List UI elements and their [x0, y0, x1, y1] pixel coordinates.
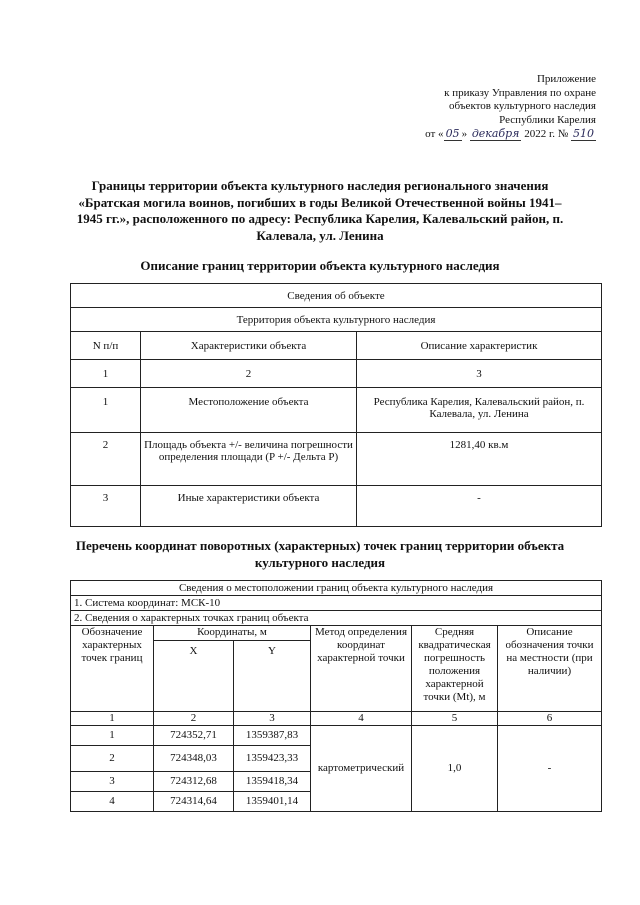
point-y: 1359387,83 [234, 726, 311, 746]
object-info-table [70, 283, 602, 527]
point-x: 724312,68 [154, 772, 234, 792]
col-error: Средняя квадратическая погрешность положения характерной точки (Mt), м [412, 626, 498, 712]
method-value: картометрический [311, 726, 412, 812]
point-y: 1359423,33 [234, 746, 311, 772]
point-y: 1359418,34 [234, 772, 311, 792]
col-designation: Обозначение характерных точек границ [71, 626, 154, 712]
row-characteristic: Площадь объекта +/- величина погрешности определения площади (P +/- Дельта P) [141, 433, 357, 486]
table2-idx: 2 [154, 712, 234, 726]
order-date-line [425, 127, 596, 142]
table1-idx: 3 [357, 360, 602, 388]
table1-idx: 2 [141, 360, 357, 388]
annex-line-2: к приказу Управления по охране [444, 86, 596, 99]
table2-idx: 1 [71, 712, 154, 726]
point-y: 1359401,14 [234, 792, 311, 812]
point-number: 2 [71, 746, 154, 772]
point-number: 3 [71, 772, 154, 792]
table1-idx: 1 [71, 360, 141, 388]
row-characteristic: Местоположение объекта [141, 388, 357, 433]
coordinates-table [70, 580, 602, 812]
handwritten-order-number: 510 [573, 127, 594, 140]
table2-header: Сведения о местоположении границ объекта культурного наследия [71, 581, 602, 596]
col-x: X [154, 641, 234, 712]
points-info: 2. Сведения о характерных точках границ объекта [71, 611, 602, 626]
section1-title: Описание границ территории объекта культурного наследия [140, 258, 500, 273]
table-row [71, 388, 602, 433]
table1-header-object: Сведения об объекте [71, 284, 602, 308]
table-row [71, 486, 602, 527]
date-year: 2022 г. № [521, 128, 571, 140]
point-number: 1 [71, 726, 154, 746]
table-row [71, 726, 602, 746]
table2-idx: 4 [311, 712, 412, 726]
document-title: Границы территории объекта культурного наследия регионального значения «Братская могила воинов, погибших в годы Великой Отечественной войны 1941–1945 гг.», расположенного по адресу: Республика Карелия, Калевальский район, п. Калевала, ул. Ленина [76, 178, 564, 243]
date-prefix: от « [425, 128, 444, 140]
row-number: 3 [71, 486, 141, 527]
row-characteristic: Иные характеристики объекта [141, 486, 357, 527]
point-x: 724314,64 [154, 792, 234, 812]
row-description: - [357, 486, 602, 527]
error-value: 1,0 [412, 726, 498, 812]
table2-idx: 3 [234, 712, 311, 726]
handwritten-day: 05 [445, 127, 460, 140]
col-coordinates: Координаты, м [154, 626, 311, 641]
annex-line-1: Приложение [536, 73, 596, 85]
annex-line-4: Республики Карелия [499, 113, 596, 126]
annex-line-3: объектов культурного наследия [449, 100, 596, 112]
date-sep: » [461, 128, 468, 140]
table-row [71, 433, 602, 486]
col-description: Описание обозначения точки на местности (при наличии) [498, 626, 602, 712]
point-x: 724352,71 [154, 726, 234, 746]
table2-idx: 6 [498, 712, 602, 726]
table1-header-territory: Территория объекта культурного наследия [71, 308, 602, 332]
row-number: 1 [71, 388, 141, 433]
point-number: 4 [71, 792, 154, 812]
table1-col-num: N п/п [71, 332, 141, 360]
annex-header [425, 73, 596, 142]
table1-col-char: Характеристики объекта [141, 332, 357, 360]
handwritten-month: декабря [471, 127, 520, 140]
col-y: Y [234, 641, 311, 712]
coord-system: 1. Система координат: МСК-10 [71, 596, 602, 611]
row-description: Республика Карелия, Калевальский район, п. Калевала, ул. Ленина [357, 388, 602, 433]
description-value: - [498, 726, 602, 812]
row-description: 1281,40 кв.м [357, 433, 602, 486]
section2-title: Перечень координат поворотных (характерных) точек границ территории объекта культурного наследия [75, 538, 565, 570]
table2-idx: 5 [412, 712, 498, 726]
table1-col-desc: Описание характеристик [357, 332, 602, 360]
col-method: Метод определения координат характерной точки [311, 626, 412, 712]
point-x: 724348,03 [154, 746, 234, 772]
row-number: 2 [71, 433, 141, 486]
